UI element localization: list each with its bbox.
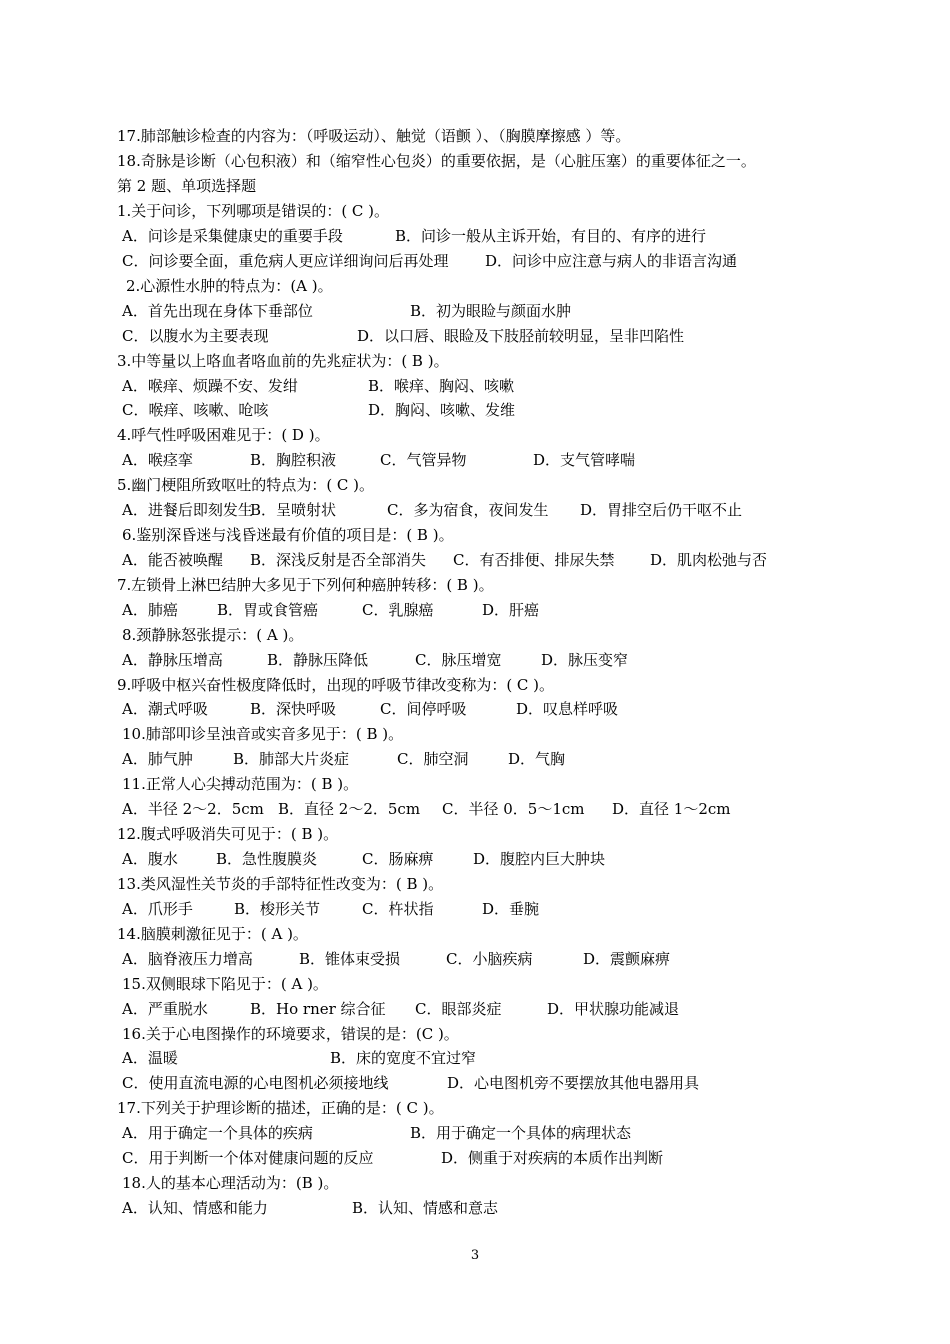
option-text: C．多为宿食，夜间发生: [387, 501, 549, 519]
option-text: B．胃或食管癌: [217, 601, 319, 619]
option-text: A．进餐后即刻发生: [122, 501, 253, 519]
option-text: D．肝癌: [482, 601, 540, 619]
text-line: 16.关于心电图操作的环境要求，错误的是：(C )。: [122, 1025, 459, 1043]
option-text: B．问诊一般从主诉开始，有目的、有序的进行: [395, 227, 707, 245]
option-text: C．小脑疾病: [446, 950, 533, 968]
option-text: B．Ho rner 综合征: [250, 1000, 386, 1018]
text-line: 8.颈静脉怒张提示：( A )。: [122, 626, 304, 644]
option-text: D．腹腔内巨大肿块: [473, 850, 606, 868]
text-line: 17.肺部触诊检查的内容为：（呼吸运动）、触觉（语颤 ）、（胸膜摩擦感 ）等。: [117, 127, 631, 145]
option-text: C．乳腺癌: [362, 601, 434, 619]
text-line: 11.正常人心尖搏动范围为：( B )。: [122, 775, 359, 793]
option-text: C．喉痒、咳嗽、呛咳: [122, 401, 269, 419]
option-text: C．脉压增宽: [415, 651, 502, 669]
option-text: B．锥体束受损: [299, 950, 401, 968]
option-text: B．急性腹膜炎: [216, 850, 318, 868]
option-text: B．初为眼睑与颜面水肿: [410, 302, 572, 320]
text-line: 第 2 题、单项选择题: [117, 177, 257, 195]
option-text: C．气管异物: [380, 451, 467, 469]
option-text: A．爪形手: [122, 900, 193, 918]
option-text: B．床的宽度不宜过窄: [330, 1049, 477, 1067]
text-line: 13.类风湿性关节炎的手部特征性改变为：( B )。: [117, 875, 444, 893]
text-line: 1.关于问诊，下列哪项是错误的：( C )。: [117, 202, 390, 220]
option-text: D．垂腕: [482, 900, 540, 918]
option-text: D．支气管哮喘: [533, 451, 636, 469]
text-line: 17.下列关于护理诊断的描述，正确的是：( C )。: [117, 1099, 444, 1117]
text-line: 18.奇脉是诊断（心包积液）和（缩窄性心包炎）的重要依据，是（心脏压塞）的重要体征之一。: [117, 152, 756, 170]
option-text: C．间停呼吸: [380, 700, 467, 718]
option-text: A．严重脱水: [122, 1000, 208, 1018]
option-text: C．肠麻痹: [362, 850, 434, 868]
option-text: A．温暖: [122, 1049, 178, 1067]
text-line: 5.幽门梗阻所致呕吐的特点为：( C )。: [117, 476, 375, 494]
option-text: C．半径 0．5～1cm: [442, 800, 585, 818]
option-text: A．肺气肿: [122, 750, 193, 768]
option-text: D．肌肉松弛与否: [650, 551, 768, 569]
option-text: D．胃排空后仍干呕不止: [580, 501, 743, 519]
text-line: 9.呼吸中枢兴奋性极度降低时，出现的呼吸节律改变称为：( C )。: [117, 676, 555, 694]
option-text: B．深浅反射是否全部消失: [250, 551, 427, 569]
option-text: B．深快呼吸: [250, 700, 337, 718]
option-text: B．胸腔积液: [250, 451, 337, 469]
text-line: 10.肺部叩诊呈浊音或实音多见于：( B )。: [122, 725, 404, 743]
option-text: C．使用直流电源的心电图机必须接地线: [122, 1074, 389, 1092]
text-line: 15.双侧眼球下陷见于：( A )。: [122, 975, 328, 993]
option-text: A．半径 2～2．5cm: [122, 800, 264, 818]
option-text: D．甲状腺功能减退: [547, 1000, 680, 1018]
option-text: C．眼部炎症: [415, 1000, 502, 1018]
option-text: A．腹水: [122, 850, 178, 868]
text-line: 18.人的基本心理活动为：(B )。: [122, 1174, 339, 1192]
option-text: D．叹息样呼吸: [516, 700, 619, 718]
option-text: D．问诊中应注意与病人的非语言沟通: [485, 252, 738, 270]
text-line: 3.中等量以上咯血者咯血前的先兆症状为：( B )。: [117, 352, 449, 370]
option-text: D．胸闷、咳嗽、发维: [368, 401, 516, 419]
option-text: B．喉痒、胸闷、咳嗽: [368, 377, 515, 395]
option-text: B．肺部大片炎症: [233, 750, 350, 768]
option-text: A．能否被唤醒: [122, 551, 223, 569]
text-line: 12.腹式呼吸消失可见于：( B )。: [117, 825, 339, 843]
option-text: B．认知、情感和意志: [352, 1199, 499, 1217]
option-text: C．用于判断一个体对健康问题的反应: [122, 1149, 374, 1167]
option-text: B．用于确定一个具体的病理状态: [410, 1124, 632, 1142]
option-text: C．以腹水为主要表现: [122, 327, 269, 345]
page-number: 3: [470, 1248, 480, 1263]
text-line: 14.脑膜刺激征见于：( A )。: [117, 925, 308, 943]
option-text: A．用于确定一个具体的疾病: [122, 1124, 313, 1142]
option-text: D．侧重于对疾病的本质作出判断: [441, 1149, 664, 1167]
option-text: B．梭形关节: [234, 900, 321, 918]
option-text: A．喉痒、烦躁不安、发绀: [122, 377, 298, 395]
option-text: D．震颤麻痹: [583, 950, 671, 968]
option-text: A．肺癌: [122, 601, 178, 619]
option-text: D．脉压变窄: [541, 651, 629, 669]
option-text: A．脑脊液压力增高: [122, 950, 253, 968]
text-line: 4.呼气性呼吸困难见于：( D )。: [117, 426, 330, 444]
option-text: C．杵状指: [362, 900, 434, 918]
option-text: B．直径 2～2．5cm: [278, 800, 421, 818]
option-text: D．直径 1～2cm: [612, 800, 731, 818]
option-text: C．有否排便、排尿失禁: [453, 551, 615, 569]
option-text: B．静脉压降低: [267, 651, 369, 669]
text-line: 6.鉴别深昏迷与浅昏迷最有价值的项目是：( B )。: [122, 526, 454, 544]
option-text: A．潮式呼吸: [122, 700, 208, 718]
option-text: A．喉痉挛: [122, 451, 193, 469]
option-text: D．心电图机旁不要摆放其他电器用具: [447, 1074, 700, 1092]
option-text: C．肺空洞: [397, 750, 469, 768]
option-text: D．以口唇、眼睑及下肢胫前较明显，呈非凹陷性: [357, 327, 685, 345]
option-text: B．呈喷射状: [250, 501, 337, 519]
option-text: A．问诊是采集健康史的重要手段: [122, 227, 343, 245]
option-text: A．静脉压增高: [122, 651, 223, 669]
option-text: D．气胸: [508, 750, 566, 768]
option-text: A．首先出现在身体下垂部位: [122, 302, 313, 320]
option-text: C．问诊要全面，重危病人更应详细询问后再处理: [122, 252, 449, 270]
text-line: 2.心源性水肿的特点为：(A )。: [126, 277, 333, 295]
text-line: 7.左锁骨上淋巴结肿大多见于下列何种癌肿转移：( B )。: [117, 576, 494, 594]
option-text: A．认知、情感和能力: [122, 1199, 268, 1217]
